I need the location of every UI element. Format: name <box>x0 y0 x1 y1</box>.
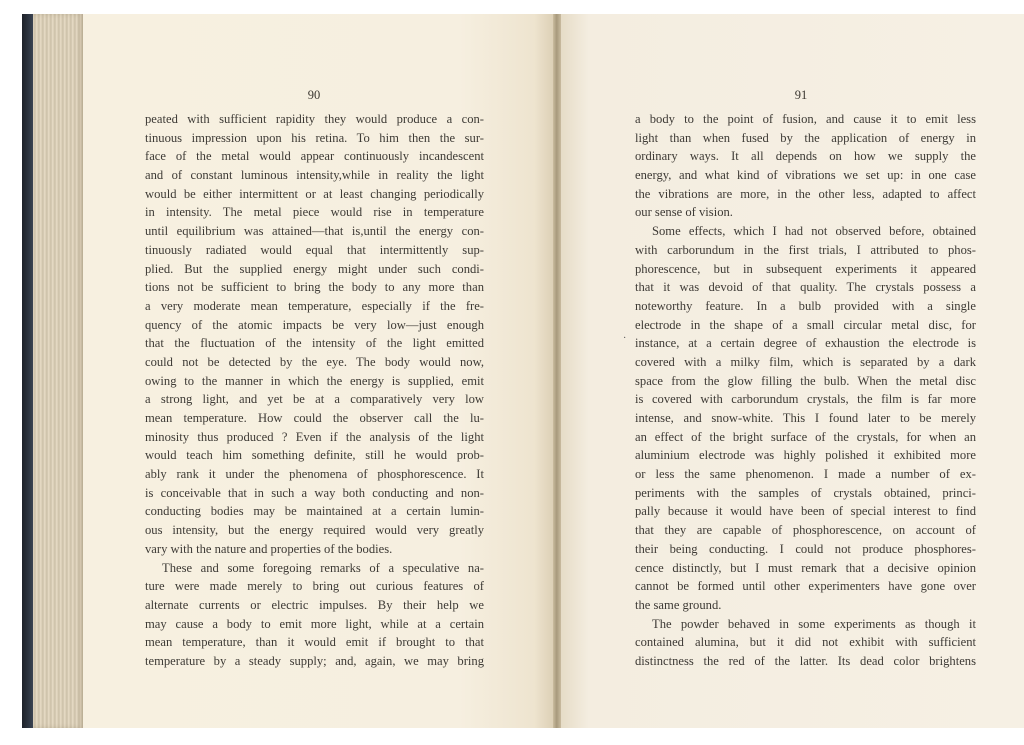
left-page-text-line: would be either intermittent or at least changing periodically <box>145 186 484 201</box>
left-page-text-line: quency of the atomic impacts be very low—just enough <box>145 317 484 332</box>
right-page-text-line: a body to the point of fusion, and cause it to emit less <box>635 112 976 126</box>
right-page-text-line: is covered with carborundum crystals, the film is far more <box>635 392 976 407</box>
left-page-text-line: ture were made merely to bring out curious features of <box>145 579 484 594</box>
left-page-text-line: alternate currents or electric impulses. By their help we <box>145 597 484 612</box>
right-page-text-line: electrode in the shape of a small circular metal disc, for <box>635 317 976 332</box>
right-page-text-line: periments with the samples of crystals obtained, princi- <box>635 485 976 500</box>
right-page-text-line: intense, and snow-white. This I found later to be merely <box>635 411 976 425</box>
right-page-text-line: or less the same phenomenon. I made a number of ex- <box>635 467 976 482</box>
right-page-text-line: cence distinctly, but I must remark that a decisive opinion <box>635 560 976 575</box>
book-gutter <box>553 14 561 728</box>
right-page-text-line: light than when fused by the application of energy in <box>635 130 976 145</box>
left-page-number: 90 <box>307 88 321 102</box>
left-page-text-line: tions not be sufficient to bring the body to any more than <box>145 280 484 295</box>
right-page-text-line: Some effects, which I had not observed before, obtained <box>652 224 976 239</box>
book-cover-edge <box>22 14 33 728</box>
right-page-text-line: that they are capable of phosphorescence, on account of <box>635 523 976 538</box>
left-page-text-line: These and some foregoing remarks of a speculative na- <box>162 560 484 575</box>
right-page-text-line: covered with a milky film, which is separated by a dark <box>635 354 976 369</box>
right-page-text-line: contained alumina, but it did not exhibit with sufficient <box>635 635 976 650</box>
right-page-text-line: energy, and what kind of vibrations we set up: in one case <box>635 168 976 183</box>
page-stack-edge <box>33 14 83 728</box>
right-page-text-line: noteworthy feature. In a bulb provided with a single <box>635 298 976 313</box>
right-page-text-line: instance, at a certain degree of exhaustion the electrode is <box>635 336 976 351</box>
scan-speck: · <box>623 333 627 344</box>
right-page-text-line: with carborundum in the first trials, I attributed to phos- <box>635 242 976 257</box>
left-page-text-line: mean temperature. How could the observer call the lu- <box>145 411 484 425</box>
left-page-text-line: may cause a body to emit more light, while at a certain <box>145 616 484 631</box>
left-page-text-line: conducting bodies may be maintained at a certain lumin- <box>145 504 484 519</box>
right-page-text-line: cannot be formed until other experimenters have gone over <box>635 579 976 594</box>
left-page-text-line: plied. But the supplied energy might under such condi- <box>145 261 484 276</box>
left-page-text-line: in intensity. The metal piece would rise in temperature <box>145 205 484 220</box>
right-page-text-line: our sense of vision. <box>635 205 733 220</box>
left-page-text-line: could not be detected by the eye. The body would now, <box>145 354 484 369</box>
right-page-text-line: The powder behaved in some experiments as though it <box>652 616 976 631</box>
left-page-text-line: that the fluctuation of the intensity of the light emitted <box>145 336 484 351</box>
left-page-text-line: until equilibrium was attained—that is,until the energy con- <box>145 224 484 239</box>
right-page-text-line: phorescence, but in subsequent experiments it appeared <box>635 261 976 276</box>
left-page-text-line: ous intensity, but the energy required would very greatly <box>145 523 484 538</box>
right-page-text-line: space from the glow filling the bulb. When the metal disc <box>635 373 976 388</box>
left-page-text-line: is conceivable that in such a way both conducting and non- <box>145 485 484 500</box>
left-page-text-line: ably rank it under the phenomena of phosphorescence. It <box>145 467 484 482</box>
right-page-text-line: that it was devoid of that quality. The crystals possess a <box>635 280 976 295</box>
right-page-text-line: the vibrations are more, in the other less, adapted to affect <box>635 186 976 201</box>
left-page-text-line: tinuous impression upon his retina. To him then the sur- <box>145 130 484 145</box>
right-page-text-line: their being conducting. I could not produce phosphores- <box>635 541 976 556</box>
right-page-text-line: the same ground. <box>635 597 722 612</box>
right-page-text-line: aluminium electrode was highly polished it exhibited more <box>635 448 976 463</box>
left-page-text-line: mean temperature, than it would emit if brought to that <box>145 635 484 650</box>
right-page-text-line: ordinary ways. It all depends on how we supply the <box>635 149 976 164</box>
right-page-text <box>635 110 976 671</box>
left-page-text-line: and of constant luminous intensity,while in reality the light <box>145 168 484 183</box>
left-page-text-line: a strong light, and yet be at a comparatively very low <box>145 392 484 407</box>
right-page-text-line: distinctness the red of the latter. Its dead color brightens <box>635 653 976 668</box>
left-page-text-line: owing to the manner in which the energy is supplied, emit <box>145 373 484 388</box>
left-page-text-line: minosity thus produced ? Even if the analysis of the light <box>145 429 484 444</box>
left-page-text-line: would teach him something definite, still he would prob- <box>145 448 484 463</box>
left-page-text-line: vary with the nature and properties of the bodies. <box>145 541 393 556</box>
left-page-text <box>145 110 484 671</box>
right-page-number: 91 <box>794 88 808 102</box>
left-page-text-line: a very moderate mean temperature, especially if the fre- <box>145 298 484 313</box>
left-page-text-line: peated with sufficient rapidity they would produce a con- <box>145 112 484 126</box>
right-page-text-line: an effect of the bright surface of the crystals, for when an <box>635 429 976 444</box>
left-page-text-line: face of the metal would appear continuously incandescent <box>145 149 484 164</box>
left-page-text-line: tinuously radiated would equal that intermittently sup- <box>145 242 484 257</box>
left-page-text-line: temperature by a steady supply; and, again, we may bring <box>145 653 484 668</box>
right-page-text-line: pally because it would have been of special interest to find <box>635 504 976 519</box>
